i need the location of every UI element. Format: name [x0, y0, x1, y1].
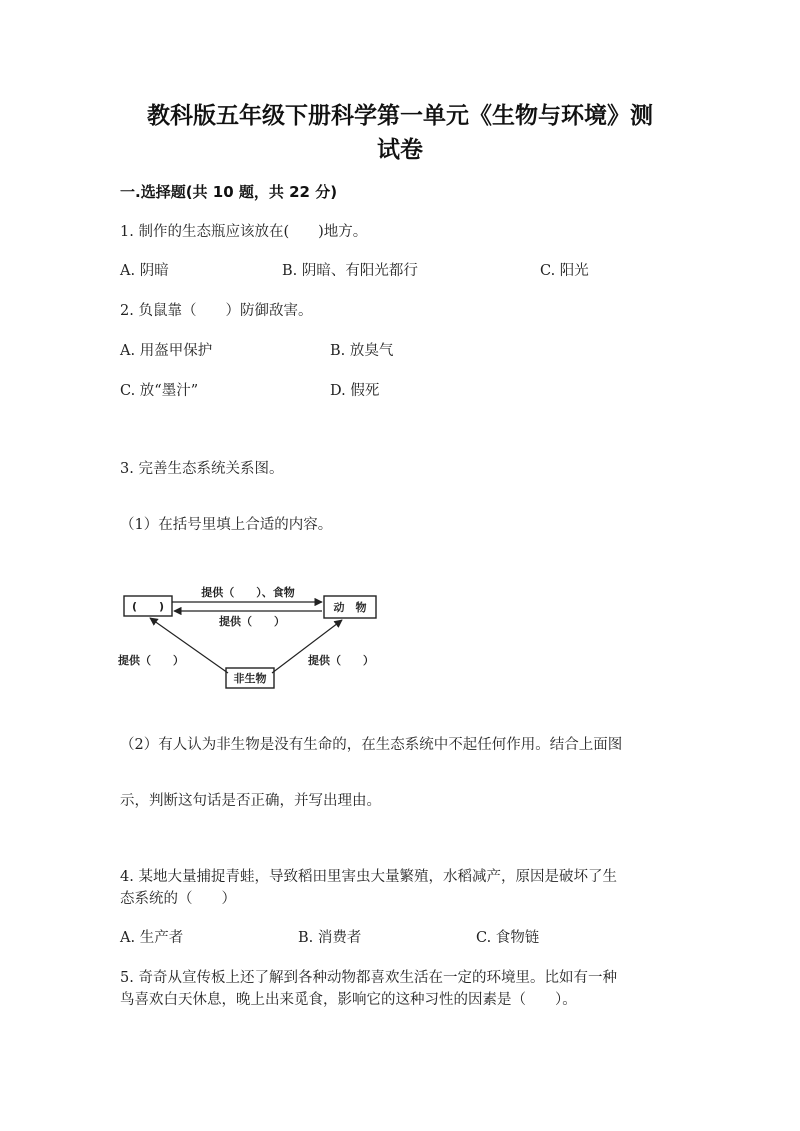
question-3-part-2-line2: 示，判断这句话是否正确，并写出理由。 [120, 793, 381, 809]
question-3: 3. 完善生态系统关系图。 [120, 461, 284, 477]
q1-option-b[interactable]: B. 阴暗、有阳光都行 [282, 263, 418, 279]
q2-option-c[interactable]: C. 放“墨汁” [120, 383, 199, 399]
q1-option-a[interactable]: A. 阴暗 [120, 263, 169, 279]
right-arrow-label: 提供（ ） [308, 654, 374, 667]
animal-box-label: 动 物 [333, 601, 367, 614]
question-4-line1: 4. 某地大量捕捉青蛙，导致稻田里害虫大量繁殖，水稻减产，原因是破坏了生 [120, 869, 617, 885]
q1-option-c[interactable]: C. 阳光 [540, 263, 589, 279]
question-5-line2: 鸟喜欢白天休息，晚上出来觅食，影响它的这种习性的因素是（ ）。 [120, 992, 577, 1008]
question-5-line1: 5. 奇奇从宣传板上还了解到各种动物都喜欢生活在一定的环境里。比如有一种 [120, 970, 617, 986]
question-4-line2: 态系统的（ ） [120, 891, 236, 907]
q2-option-b[interactable]: B. 放臭气 [330, 343, 394, 359]
page-title-line2: 试卷 [377, 137, 423, 163]
q4-option-b[interactable]: B. 消费者 [298, 930, 362, 946]
question-1: 1. 制作的生态瓶应该放在( )地方。 [120, 224, 368, 240]
nonliving-box-label: 非生物 [233, 672, 267, 685]
page-title-line1: 教科版五年级下册科学第一单元《生物与环境》测 [147, 103, 653, 129]
question-3-part-2-line1: （2）有人认为非生物是没有生命的，在生态系统中不起任何作用。结合上面图 [120, 737, 623, 753]
top-arrow-label: 提供（ ）、食物 [201, 586, 295, 599]
ecosystem-diagram [110, 578, 390, 698]
question-3-part-1: （1）在括号里填上合适的内容。 [120, 517, 333, 533]
q4-option-c[interactable]: C. 食物链 [476, 930, 540, 946]
q2-option-a[interactable]: A. 用盔甲保护 [120, 343, 213, 359]
mid-arrow-label: 提供（ ） [219, 615, 285, 628]
left-arrow-label: 提供（ ） [118, 654, 184, 667]
q2-option-d[interactable]: D. 假死 [330, 383, 380, 399]
question-2: 2. 负鼠靠（ ）防御敌害。 [120, 303, 313, 319]
q4-option-a[interactable]: A. 生产者 [120, 930, 184, 946]
section-heading: 一.选择题(共 10 题，共 22 分) [120, 183, 338, 201]
producer-box-label: ( ) [131, 600, 165, 613]
